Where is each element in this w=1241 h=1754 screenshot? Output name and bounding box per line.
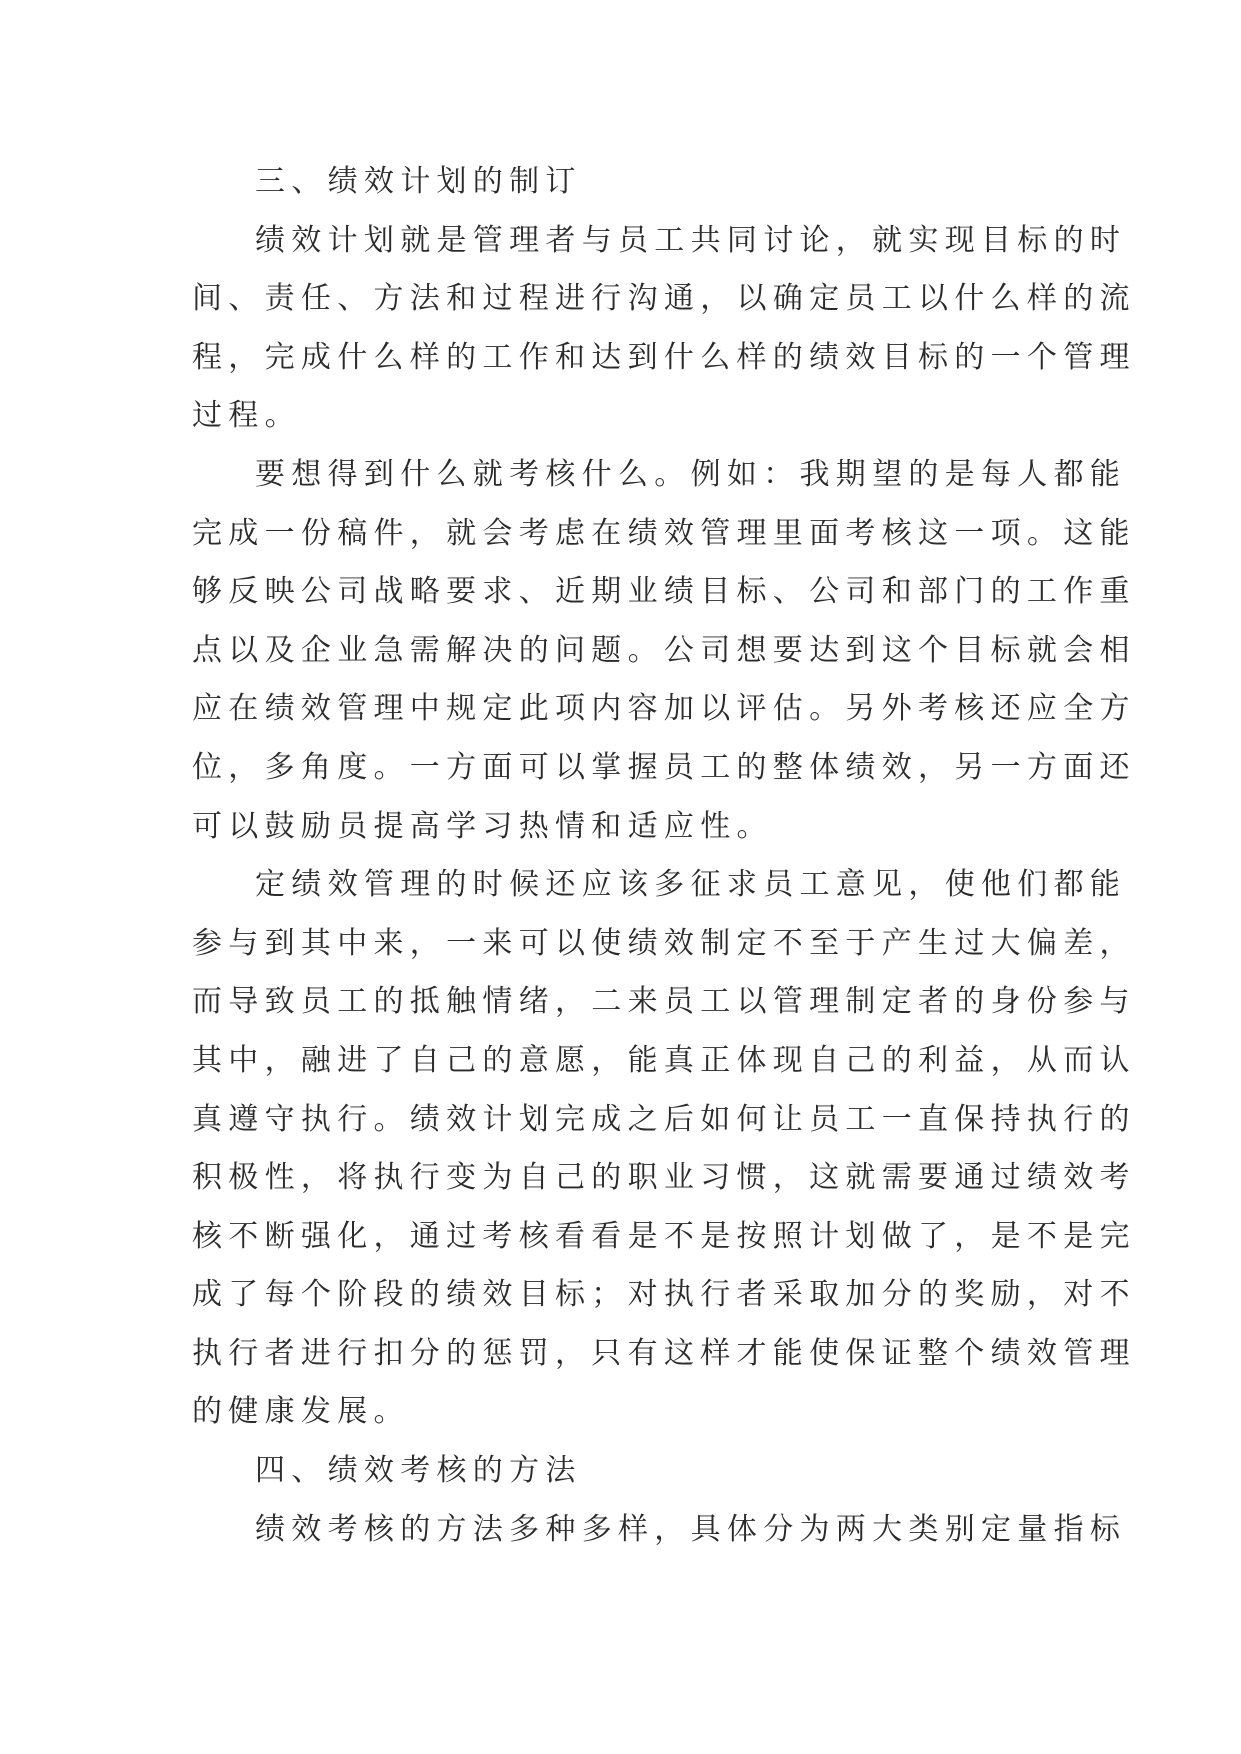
paragraph-line: 过程。 <box>192 398 301 434</box>
paragraph-line: 位，多角度。一方面可以掌握员工的整体绩效，另一方面还 <box>192 749 1136 785</box>
paragraph-line: 应在绩效管理中规定此项内容加以评估。另外考核还应全方 <box>192 691 1136 727</box>
paragraph-line: 可以鼓励员提高学习热情和适应性。 <box>192 808 773 844</box>
paragraph-line: 绩效计划就是管理者与员工共同讨论，就实现目标的时 <box>255 222 1127 258</box>
paragraph-line: 真遵守执行。绩效计划完成之后如何让员工一直保持执行的 <box>192 1101 1136 1137</box>
paragraph-line: 点以及企业急需解决的问题。公司想要达到这个目标就会相 <box>192 632 1136 668</box>
paragraph-line: 而导致员工的抵触情绪，二来员工以管理制定者的身份参与 <box>192 984 1136 1020</box>
paragraph-line: 核不断强化，通过考核看看是不是按照计划做了，是不是完 <box>192 1218 1136 1254</box>
paragraph-line: 执行者进行扣分的惩罚，只有这样才能使保证整个绩效管理 <box>192 1335 1136 1371</box>
paragraph-line: 成了每个阶段的绩效目标；对执行者采取加分的奖励，对不 <box>192 1277 1136 1313</box>
paragraph-line: 定绩效管理的时候还应该多征求员工意见，使他们都能 <box>255 867 1127 903</box>
paragraph-line: 程，完成什么样的工作和达到什么样的绩效目标的一个管理 <box>192 339 1136 375</box>
paragraph-line: 的健康发展。 <box>192 1394 410 1430</box>
paragraph-line: 绩效考核的方法多种多样，具体分为两大类别定量指标 <box>255 1511 1127 1547</box>
paragraph-line: 完成一份稿件，就会考虑在绩效管理里面考核这一项。这能 <box>192 515 1136 551</box>
section-heading-4: 四、绩效考核的方法 <box>255 1453 582 1489</box>
paragraph-line: 参与到其中来，一来可以使绩效制定不至于产生过大偏差， <box>192 925 1136 961</box>
paragraph-line: 够反映公司战略要求、近期业绩目标、公司和部门的工作重 <box>192 574 1136 610</box>
paragraph-line: 间、责任、方法和过程进行沟通，以确定员工以什么样的流 <box>192 281 1136 317</box>
document-body <box>192 153 1136 1559</box>
paragraph-line: 要想得到什么就考核什么。例如：我期望的是每人都能 <box>255 456 1127 492</box>
section-heading-3: 三、绩效计划的制订 <box>255 164 582 199</box>
paragraph-line: 其中，融进了自己的意愿，能真正体现自己的利益，从而认 <box>192 1042 1136 1078</box>
paragraph-line: 积极性，将执行变为自己的职业习惯，这就需要通过绩效考 <box>192 1160 1136 1196</box>
